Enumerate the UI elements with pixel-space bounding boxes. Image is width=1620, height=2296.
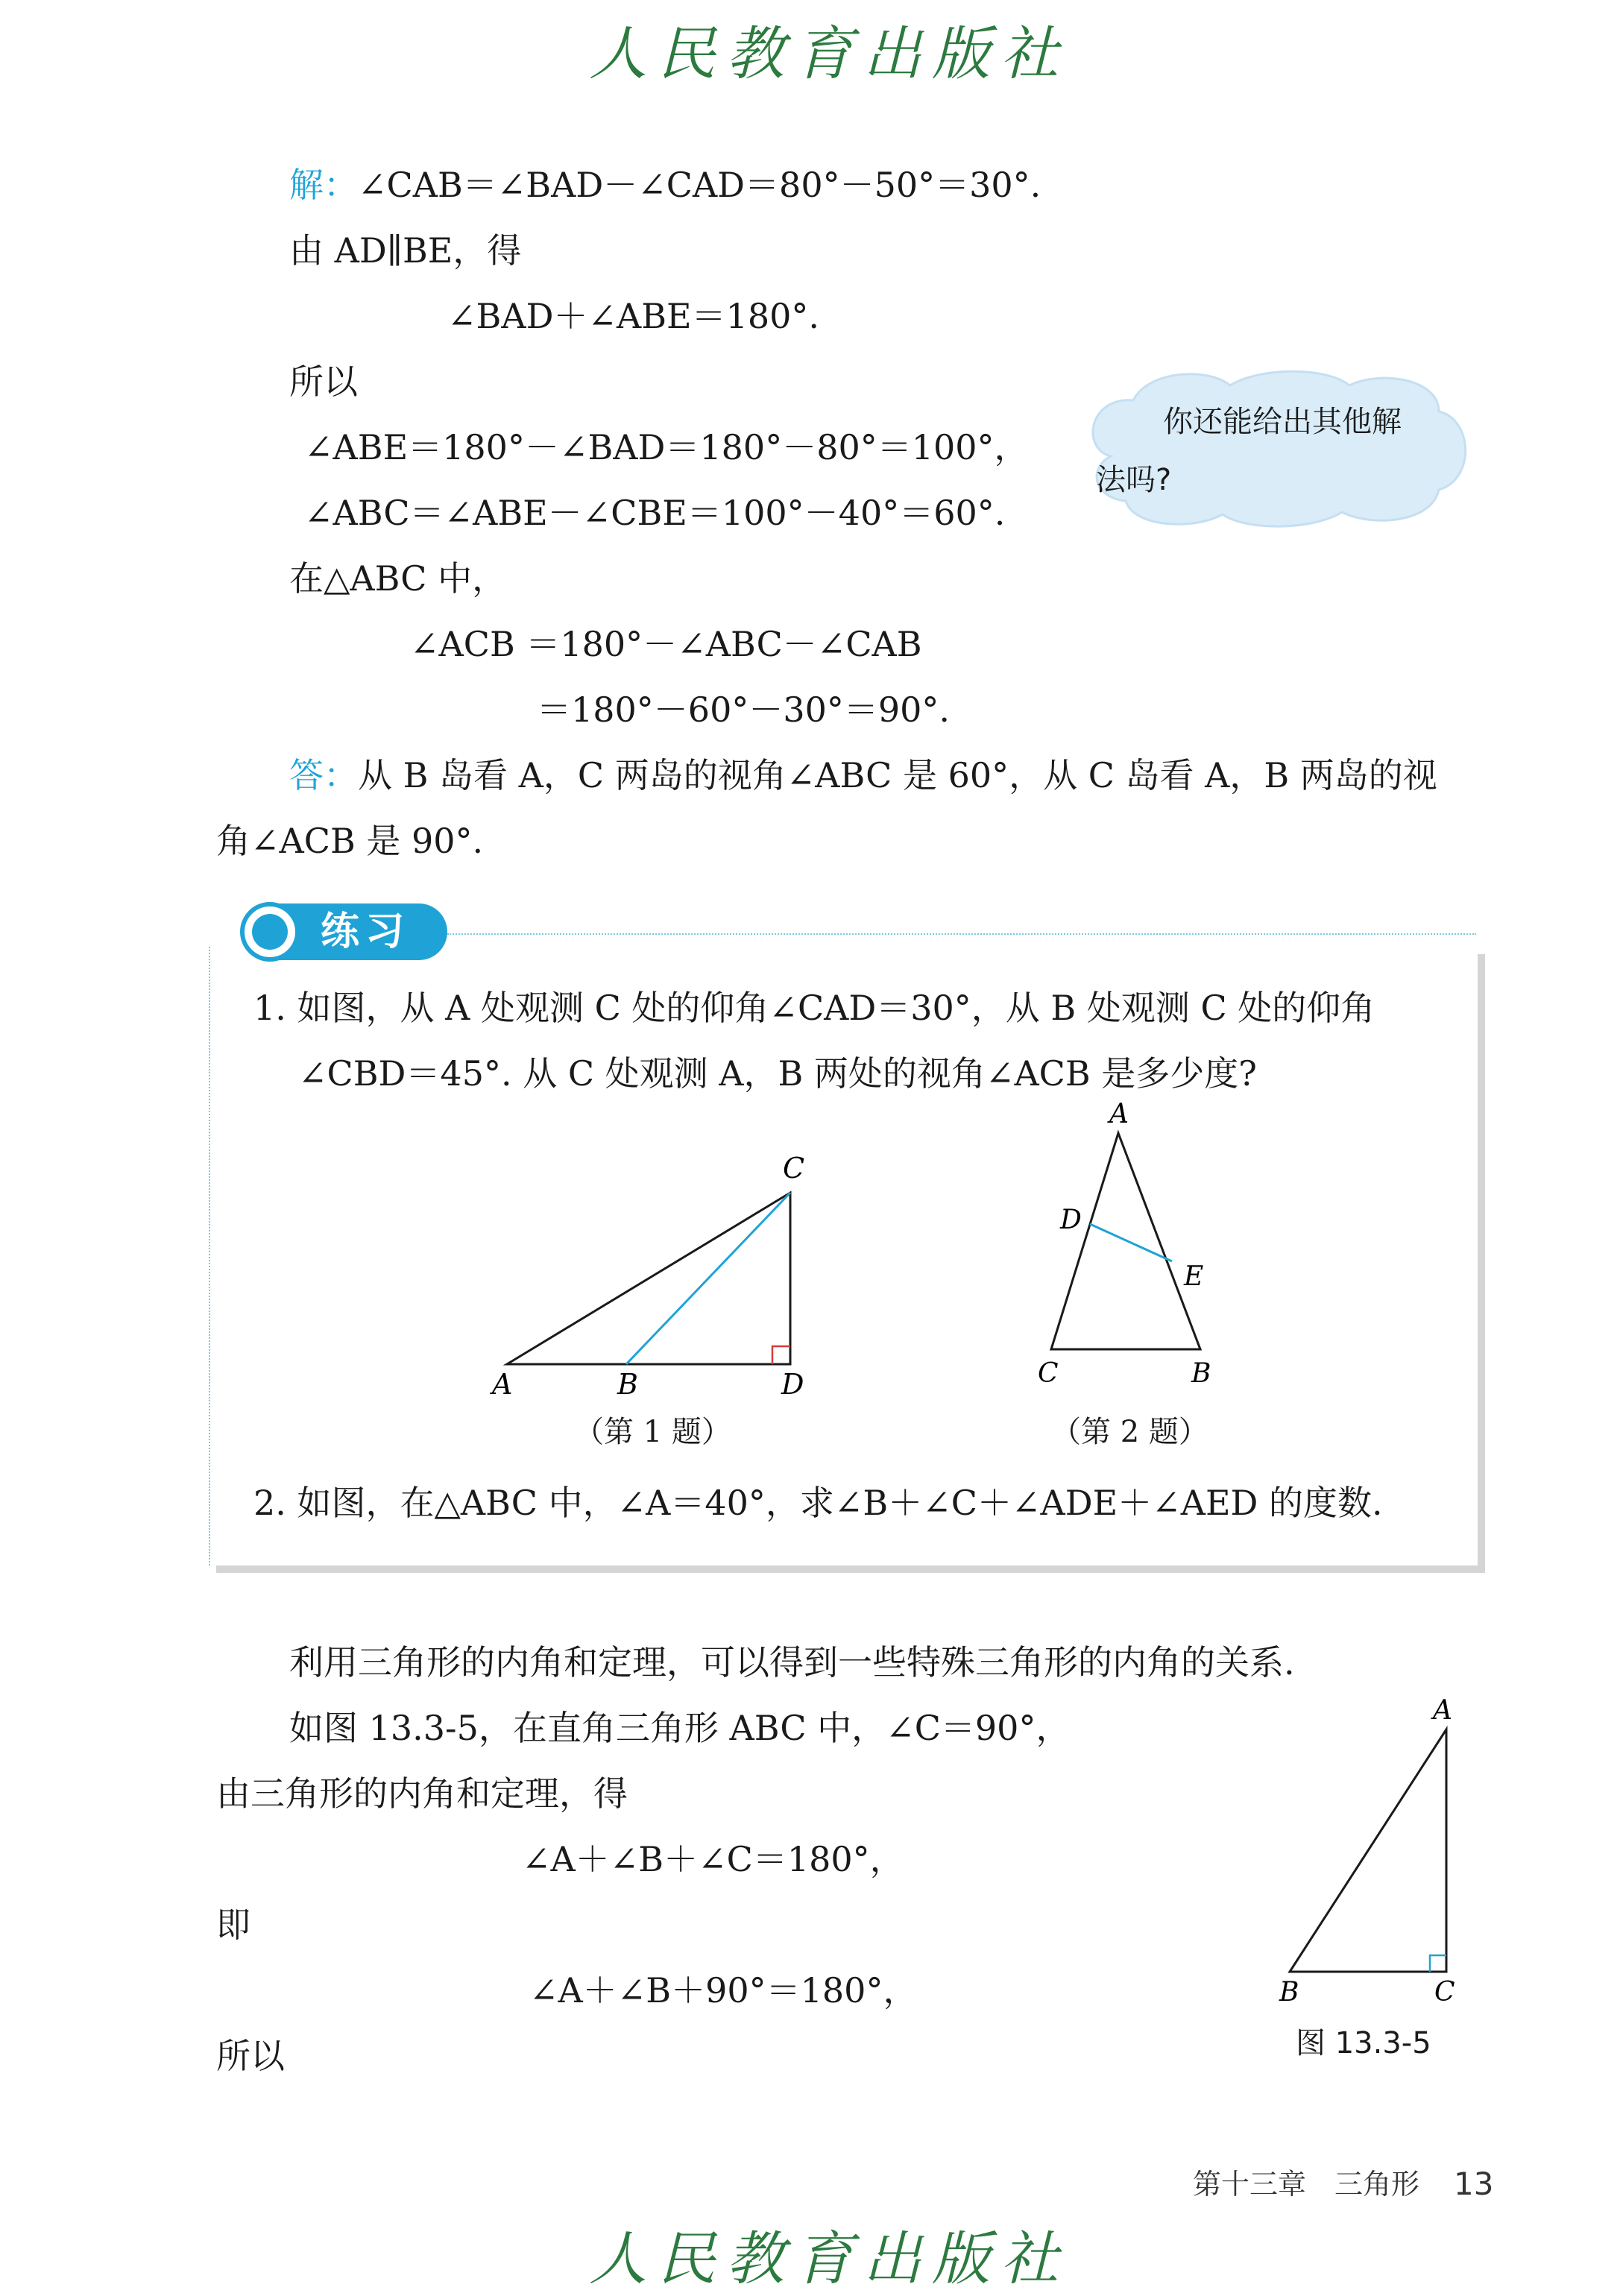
exercise-q1-line-1: 1. 如图，从 A 处观测 C 处的仰角∠CAD＝30°，从 B 处观测 C 处的仰角 — [253, 988, 1375, 1028]
solution-line-3: ∠BAD＋∠ABE＝180°. — [447, 296, 820, 336]
fig1-label-a: A — [492, 1368, 513, 1401]
body-line-3: 由三角形的内角和定理，得 — [216, 1773, 628, 1814]
solution-line-2: 由 AD∥BE，得 — [289, 230, 522, 271]
body-eq-1: ∠A＋∠B＋∠C＝180°， — [522, 1839, 904, 1879]
fig1-segment-bc — [626, 1193, 790, 1364]
solution-label: 解： — [289, 165, 358, 205]
answer-line-1 — [289, 753, 1437, 798]
fig2-label-b: B — [1191, 1358, 1211, 1389]
fig2-label-c: C — [1038, 1358, 1059, 1389]
body-line-2: 如图 13.3-5，在直角三角形 ABC 中，∠C＝90°， — [289, 1708, 1071, 1748]
fig1-label-b: B — [617, 1368, 638, 1401]
solution-line-4: 所以 — [289, 362, 358, 402]
answer-line-2: 角∠ACB 是 90°. — [216, 821, 484, 861]
answer-label: 答： — [289, 755, 358, 795]
thought-cloud — [1081, 367, 1476, 531]
fig3-right-angle — [1430, 1955, 1446, 1972]
fig1-label-c: C — [783, 1152, 805, 1185]
fig1-triangle — [507, 1193, 790, 1364]
fig2-label-e: E — [1184, 1261, 1204, 1292]
fig1-right-angle — [772, 1346, 790, 1364]
body-line-1: 利用三角形的内角和定理，可以得到一些特殊三角形的内角的关系. — [289, 1642, 1295, 1682]
publisher-logo-bottom: 人民教育出版社 — [589, 2226, 1070, 2293]
body-line-5: 所以 — [216, 2036, 285, 2076]
figure-1 — [477, 1148, 850, 1401]
fig2-caption: （第 2 题） — [1051, 1415, 1208, 1449]
footer-chapter: 第十三章 三角形 — [1193, 2168, 1420, 2201]
fig3-caption: 图 13.3-5 — [1296, 2026, 1431, 2060]
fig1-caption: （第 1 题） — [574, 1415, 731, 1449]
solution-line-9: ＝180°－60°－30°＝90°. — [537, 690, 951, 730]
body-eq-2: ∠A＋∠B＋90°＝180°， — [529, 1970, 918, 2010]
exercise-title: 练习 — [321, 909, 411, 954]
exercise-q2: 2. 如图，在△ABC 中，∠A＝40°，求∠B＋∠C＋∠ADE＋∠AED 的度数. — [253, 1483, 1383, 1523]
exercise-icon-dot — [252, 914, 288, 950]
exercise-top-rule — [447, 933, 1476, 935]
figure-13-3-5 — [1260, 1692, 1469, 2005]
publisher-logo-top: 人民教育出版社 — [589, 21, 1070, 88]
fig3-triangle — [1290, 1729, 1446, 1972]
fig1-label-d: D — [781, 1368, 804, 1401]
solution-line-1 — [289, 163, 1041, 207]
body-line-4: 即 — [216, 1905, 250, 1945]
page-number: 13 — [1454, 2166, 1494, 2202]
fig3-label-a: A — [1433, 1695, 1452, 1726]
figure-2 — [1021, 1096, 1245, 1394]
fig3-label-c: C — [1434, 1977, 1455, 2005]
solution-line-1-text: ∠CAB＝∠BAD－∠CAD＝80°－50°＝30°. — [358, 165, 1041, 205]
solution-line-7: 在△ABC 中， — [289, 558, 507, 599]
fig2-label-d: D — [1060, 1205, 1082, 1235]
solution-line-5: ∠ABE＝180°－∠BAD＝180°－80°＝100°， — [304, 427, 1029, 467]
fig3-label-b: B — [1279, 1977, 1299, 2005]
solution-line-8: ∠ACB ＝180°－∠ABC－∠CAB — [410, 624, 922, 664]
solution-line-6: ∠ABC＝∠ABE－∠CBE＝100°－40°＝60°. — [304, 493, 1006, 533]
exercise-q1-line-2: ∠CBD＝45°. 从 C 处观测 A，B 两处的视角∠ACB 是多少度? — [298, 1053, 1257, 1094]
answer-line-1-text: 从 B 岛看 A，C 两岛的视角∠ABC 是 60°，从 C 岛看 A，B 两岛的视 — [358, 755, 1437, 795]
cloud-line-2: 法吗? — [1096, 463, 1172, 497]
fig2-label-a: A — [1109, 1099, 1129, 1129]
cloud-line-1: 你还能给出其他解 — [1163, 405, 1402, 439]
